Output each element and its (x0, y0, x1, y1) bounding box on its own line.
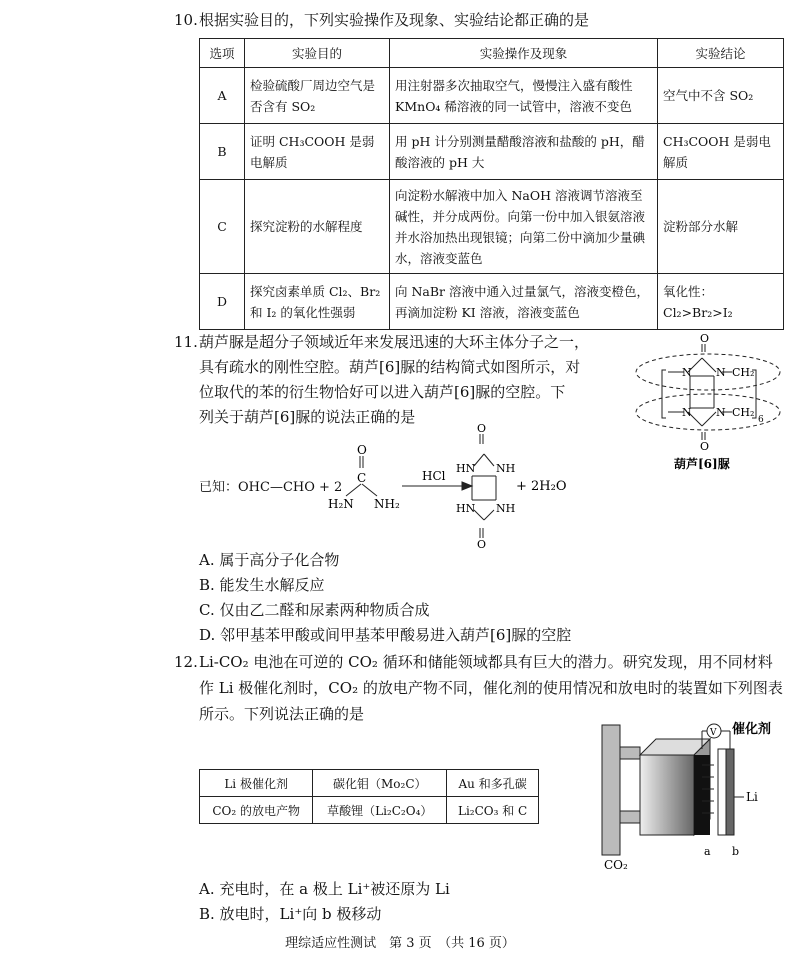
row-aim: 探究淀粉的水解程度 (245, 180, 390, 274)
q10-table (199, 38, 784, 330)
row-aim: 证明 CH₃COOH 是弱电解质 (245, 124, 390, 180)
row-conclusion: 空气中不含 SO₂ (658, 68, 784, 124)
product-nh: NH (496, 502, 516, 515)
repeat-subscript: 6 (758, 415, 764, 425)
q12-line-2: 作 Li 极催化剂时，CO₂ 的放电产物不同，催化剂的使用情况和放电时的装置如下列图表 (199, 679, 783, 697)
figure-caption: 葫芦[6]脲 (674, 457, 730, 470)
urea-nh2: NH₂ (374, 497, 400, 511)
row-conclusion: 氧化性：Cl₂>Br₂>I₂ (658, 274, 784, 330)
row-operation: 向 NaBr 溶液中通入过量氯气，溶液变橙色，再滴加淀粉 KI 溶液，溶液变蓝色 (390, 274, 658, 330)
q12-option-a: A. 充电时，在 a 极上 Li⁺被还原为 Li (199, 880, 450, 898)
q12-line-3: 所示。下列说法正确的是 (199, 705, 365, 723)
urea-oxygen: O (357, 443, 367, 457)
reaction-scheme (322, 420, 572, 550)
urea-carbon: C (357, 471, 367, 485)
atom-n: N (716, 406, 726, 419)
product-hn: HN (456, 502, 476, 515)
li-label: Li (746, 790, 758, 804)
cell: CO₂ 的放电产物 (200, 797, 313, 824)
row-option: C (200, 180, 245, 274)
cell: Li₂CO₃ 和 C (447, 797, 539, 824)
atom-o-bottom: O (700, 440, 710, 453)
cell: Au 和多孔碳 (447, 770, 539, 797)
q12-catalyst-table (199, 769, 539, 824)
q12-option-b: B. 放电时，Li⁺向 b 极移动 (199, 905, 382, 923)
catalyst-label: 催化剂 (732, 722, 772, 737)
co2-pipe (602, 725, 620, 855)
table-header-row (200, 39, 784, 68)
cell: Li 极催化剂 (200, 770, 313, 797)
row-conclusion: 淀粉部分水解 (658, 180, 784, 274)
table-row (200, 124, 784, 180)
q11-line-4: 列关于葫芦[6]脲的说法正确的是 (199, 408, 416, 426)
atom-n: N (716, 366, 726, 379)
electrode-b (726, 749, 734, 835)
known-reaction-label: 已知：OHC—CHO + 2 (199, 480, 343, 495)
row-operation: 用注射器多次抽取空气，慢慢注入盛有酸性 KMnO₄ 稀溶液的同一试管中，溶液不变色 (390, 68, 658, 124)
row-aim: 检验硫酸厂周边空气是否含有 SO₂ (245, 68, 390, 124)
row-option: A (200, 68, 245, 124)
cell: 草酸锂（Li₂C₂O₄） (313, 797, 447, 824)
atom-n: N (682, 406, 692, 419)
row-operation: 用 pH 计分别测量醋酸溶液和盐酸的 pH，醋酸溶液的 pH 大 (390, 124, 658, 180)
table-row (200, 274, 784, 330)
header-aim: 实验目的 (245, 39, 390, 68)
gas-chamber (640, 755, 694, 835)
voltmeter-label: V (710, 728, 717, 738)
cucurbituril-structure-figure (628, 330, 788, 470)
q11-number: 11. (174, 333, 198, 351)
q11-option-b: B. 能发生水解反应 (199, 576, 325, 594)
header-conclusion: 实验结论 (658, 39, 784, 68)
page-footer: 理综适应性测试 第 3 页 （共 16 页） (285, 936, 515, 951)
row-option: B (200, 124, 245, 180)
cell: 碳化钼（Mo₂C） (313, 770, 447, 797)
electrode-b-label: b (732, 845, 740, 858)
table-row (200, 797, 539, 824)
q11-option-d: D. 邻甲基苯甲酸或间甲基苯甲酸易进入葫芦[6]脲的空腔 (199, 626, 572, 644)
q11-line-2: 具有疏水的刚性空腔。葫芦[6]脲的结构简式如图所示，对 (199, 358, 581, 376)
co2-label: CO₂ (604, 858, 628, 872)
electrode-a-label: a (704, 845, 711, 858)
q12-number: 12. (174, 653, 198, 671)
electrode-a (694, 755, 710, 835)
row-conclusion: CH₃COOH 是弱电解质 (658, 124, 784, 180)
product-nh: NH (496, 462, 516, 475)
table-row (200, 68, 784, 124)
product-oxygen-bottom: O (477, 538, 487, 550)
q11-line-1: 葫芦脲是超分子领域近年来发展迅速的大环主体分子之一， (199, 333, 590, 351)
q11-option-a: A. 属于高分子化合物 (199, 551, 340, 569)
product-oxygen-top: O (477, 422, 487, 435)
atom-n: N (682, 366, 692, 379)
row-aim: 探究卤素单质 Cl₂、Br₂ 和 I₂ 的氧化性强弱 (245, 274, 390, 330)
battery-device-diagram (590, 715, 790, 875)
atom-o-top: O (700, 332, 710, 345)
q10-number: 10. (174, 11, 198, 29)
header-operation: 实验操作及现象 (390, 39, 658, 68)
header-option: 选项 (200, 39, 245, 68)
q12-line-1: Li-CO₂ 电池在可逆的 CO₂ 循环和储能领域都具有巨大的潜力。研究发现，用不同材料 (199, 653, 773, 671)
product-tail: + 2H₂O (516, 479, 567, 494)
table-row (200, 770, 539, 797)
atom-ch2: CH₂ (732, 406, 755, 419)
row-option: D (200, 274, 245, 330)
row-operation: 向淀粉水解液中加入 NaOH 溶液调节溶液至碱性，并分成两份。向第一份中加入银氨溶液并水浴加热出现银镜；向第二份中滴加少量碘水，溶液变蓝色 (390, 180, 658, 274)
atom-ch2: CH₂ (732, 366, 755, 379)
q10-stem: 根据实验目的，下列实验操作及现象、实验结论都正确的是 (199, 11, 590, 29)
q11-option-c: C. 仅由乙二醛和尿素两种物质合成 (199, 601, 430, 619)
urea-h2n: H₂N (328, 497, 354, 511)
q11-line-3: 位取代的苯的衍生物恰好可以进入葫芦[6]脲的空腔。下 (199, 383, 566, 401)
reagent-hcl: HCl (422, 469, 446, 483)
product-hn: HN (456, 462, 476, 475)
table-row (200, 180, 784, 274)
